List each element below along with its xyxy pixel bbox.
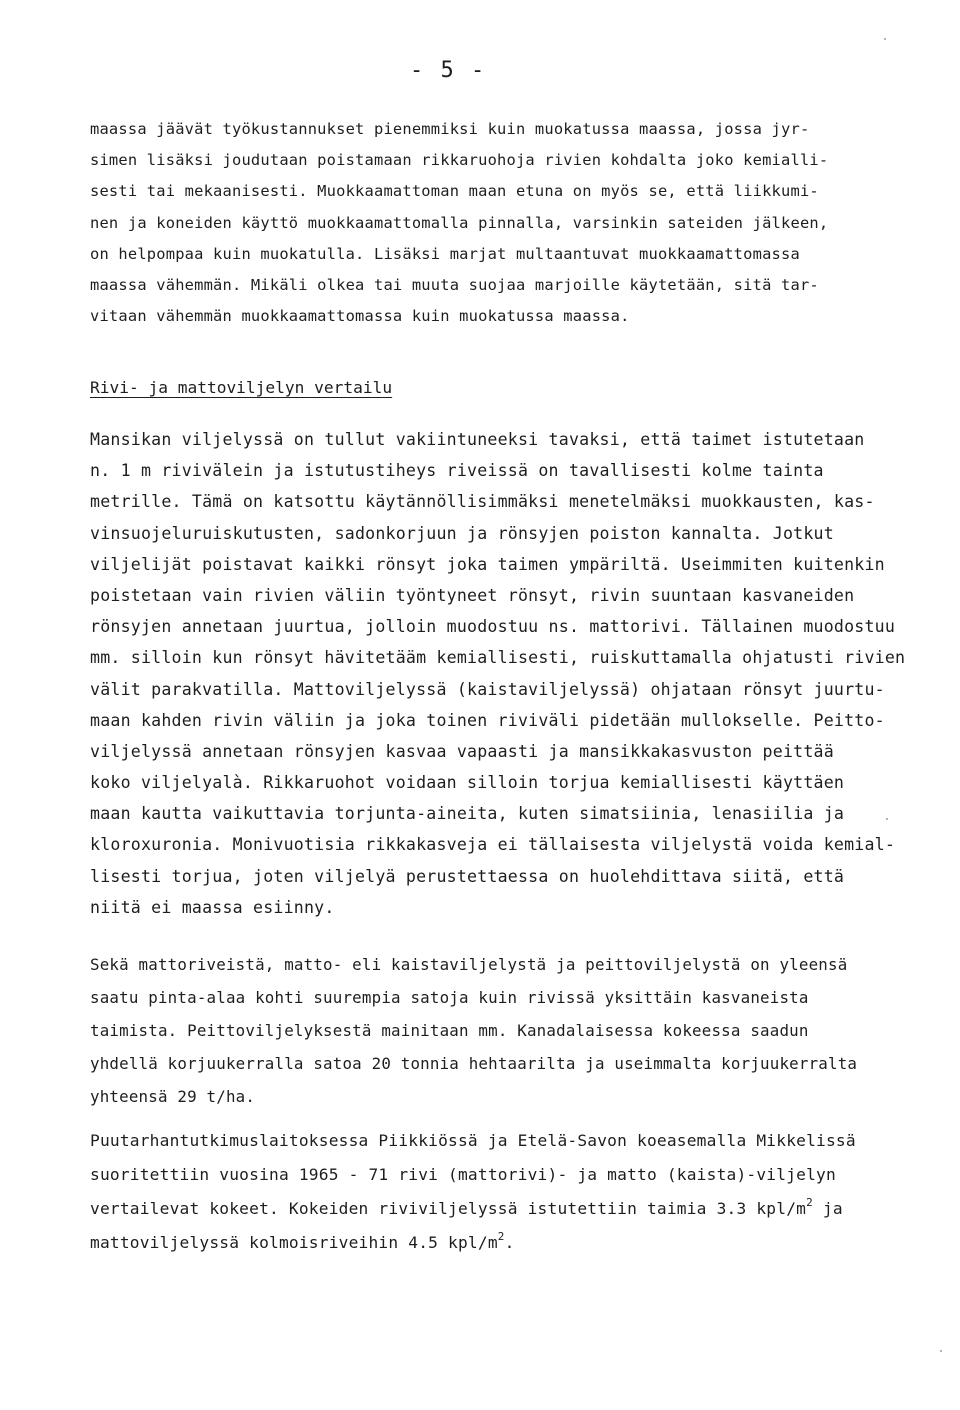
text-line: taimista. Peittoviljelyksestä mainitaan mm. Kanadalaisessa kokeessa saadun bbox=[90, 1021, 809, 1040]
text-line: n. 1 m rivivälein ja istutustiheys riveissä on tavallisesti kolme tainta bbox=[90, 461, 824, 481]
text-segment: vertailevat kokeet. Kokeiden riviviljelyssä istutettiin taimia 3.3 kpl/m bbox=[90, 1199, 807, 1218]
scan-speck bbox=[884, 38, 886, 40]
text-segment: mattoviljelyssä kolmoisriveihin 4.5 kpl/m bbox=[90, 1233, 498, 1252]
paragraph-4 bbox=[90, 1124, 920, 1260]
text-line: yhdellä korjuukerralla satoa 20 tonnia hehtaarilta ja useimmalta korjuukerralta bbox=[90, 1054, 858, 1073]
text-line: vitaan vähemmän muokkaamattomassa kuin muokatussa maassa. bbox=[90, 307, 630, 326]
text-line: Mansikan viljelyssä on tullut vakiintuneeksi tavaksi, että taimet istutetaan bbox=[90, 430, 865, 449]
text-line: lisesti torjua, joten viljelyä perustettaessa on huolehdittava siitä, että bbox=[90, 866, 845, 886]
section-heading: Rivi- ja mattoviljelyn vertailu bbox=[90, 378, 393, 397]
text-line: viljelijät poistavat kaikki rönsyt joka taimen ympäriltä. Useimmiten kuitenkin bbox=[90, 554, 885, 574]
text-line bbox=[90, 1192, 920, 1226]
text-line: suoritettiin vuosina 1965 - 71 rivi (mattorivi)- ja matto (kaista)-viljelyn bbox=[90, 1165, 836, 1184]
text-line: Sekä mattoriveistä, matto- eli kaistaviljelystä ja peittoviljelystä on yleensä bbox=[90, 955, 848, 974]
text-line: on helpompaa kuin muokatulla. Lisäksi marjat multaantuvat muokkaamattomassa bbox=[90, 244, 800, 263]
text-line: Puutarhantutkimuslaitoksessa Piikkiössä ja Etelä-Savon koeasemalla Mikkelissä bbox=[90, 1131, 856, 1150]
text-line: viljelyssä annetaan rönsyjen kasvaa vapaasti ja mansikkakasvuston peittää bbox=[90, 741, 834, 761]
text-line: nen ja koneiden käyttö muokkaamattomalla pinnalla, varsinkin sateiden jälkeen, bbox=[90, 213, 829, 232]
text-line: välit parakvatilla. Mattoviljelyssä (kaistaviljelyssä) ohjataan rönsyt juurtu- bbox=[90, 679, 885, 699]
page-number: - 5 - bbox=[410, 58, 487, 83]
paragraph-3 bbox=[90, 948, 920, 1113]
scan-speck bbox=[886, 818, 888, 820]
text-line: mm. silloin kun rönsyt hävitetääm kemiallisesti, ruiskuttamalla ohjatusti rivien bbox=[90, 648, 906, 668]
text-line: maassa jäävät työkustannukset pienemmiksi kuin muokatussa maassa, jossa jyr- bbox=[90, 120, 810, 138]
paragraph-1 bbox=[90, 114, 920, 332]
text-line: maassa vähemmän. Mikäli olkea tai muuta suojaa marjoille käytetään, sitä tar- bbox=[90, 275, 819, 294]
text-line: saatu pinta-alaa kohti suurempia satoja kuin rivissä yksittäin kasvaneista bbox=[90, 988, 809, 1007]
text-line: niitä ei maassa esiinny. bbox=[90, 897, 335, 917]
text-line: rönsyjen annetaan juurtua, jolloin muodostuu ns. mattorivi. Tällainen muodostuu bbox=[90, 617, 896, 637]
paragraph-2 bbox=[90, 424, 920, 923]
text-segment: . bbox=[504, 1233, 515, 1252]
text-line: maan kahden rivin väliin ja joka toinen riviväli pidetään mullokselle. Peitto- bbox=[90, 710, 885, 730]
text-line: simen lisäksi joudutaan poistamaan rikkaruohoja rivien kohdalta joko kemialli- bbox=[90, 151, 829, 170]
superscript: 2 bbox=[497, 1230, 505, 1243]
text-line: metrille. Tämä on katsottu käytännöllisimmäksi menetelmäksi muokkausten, kas- bbox=[90, 492, 875, 512]
text-line: vinsuojeluruiskutusten, sadonkorjuun ja rönsyjen poiston kannalta. Jotkut bbox=[90, 523, 834, 543]
text-line: koko viljelyalà. Rikkaruohot voidaan silloin torjua kemiallisesti käyttäen bbox=[90, 773, 845, 793]
text-line: kloroxuronia. Monivuotisia rikkakasveja ei tällaisesta viljelystä voida kemial- bbox=[90, 835, 896, 855]
superscript: 2 bbox=[806, 1196, 813, 1209]
text-line: maan kautta vaikuttavia torjunta-aineita, kuten simatsiinia, lenasiilia ja bbox=[90, 804, 845, 824]
text-line bbox=[90, 1226, 920, 1260]
text-line: sesti tai mekaanisesti. Muokkaamattoman maan etuna on myös se, että liikkumi- bbox=[90, 182, 819, 201]
scan-speck bbox=[940, 1350, 942, 1352]
text-line: yhteensä 29 t/ha. bbox=[90, 1087, 256, 1106]
text-line: poistetaan vain rivien väliin työntyneet rönsyt, rivin suuntaan kasvaneiden bbox=[90, 585, 855, 605]
text-segment: ja bbox=[812, 1199, 843, 1218]
